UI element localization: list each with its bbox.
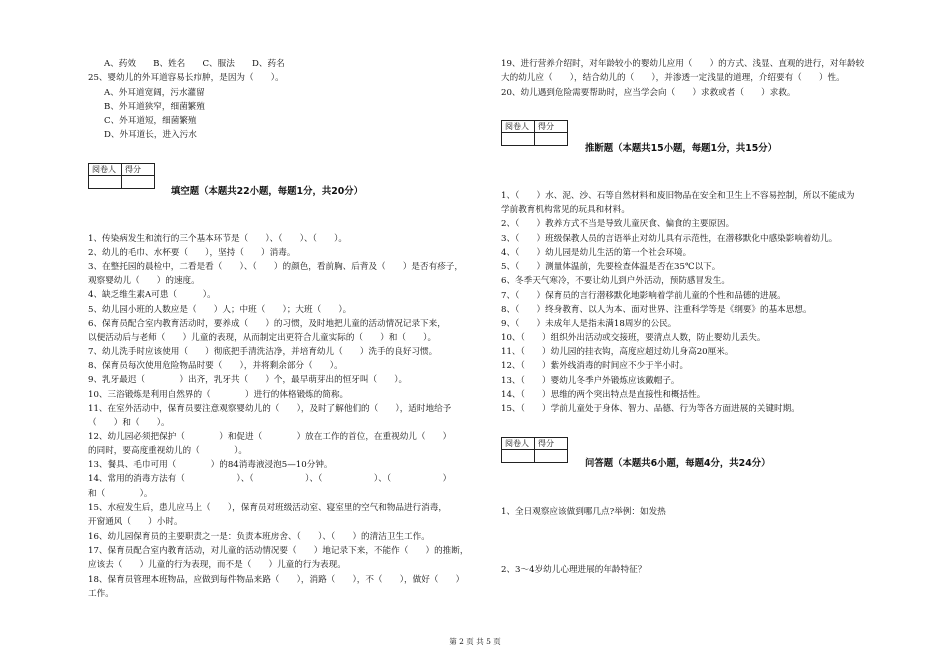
fill-line: 大的幼儿应（ ），结合幼儿的（ ），并渗透一定浅显的道理，介绍要有（ ）性。 xyxy=(501,73,845,83)
fill-line: 开窗通风（ ）小时。 xyxy=(88,517,183,527)
option-line: A、药效 B、姓名 C、服法 D、药名 xyxy=(104,59,285,69)
reviewer-cell xyxy=(502,133,535,146)
judge-line: 15、（ ）学前儿童处于身体、智力、品德、行为等各方面进展的关键时期。 xyxy=(501,404,800,414)
qa-question-2: 2、3～4岁幼儿心理进展的年龄特征？ xyxy=(501,565,647,575)
fill-line: 应该去（ ）儿童的行为表现，而不是（ ）儿童的行为表现。 xyxy=(88,560,346,570)
section-title-fill: 填空题（本题共22小题，每题1分，共20分） xyxy=(171,186,363,197)
fill-line: 的同时，要高度重视幼儿的（ ）。 xyxy=(88,446,247,456)
judge-line: 14、（ ）思维的两个突出特点是直接性和概括性。 xyxy=(501,390,706,400)
judge-line: 12、（ ）紫外线消毒的时间应不少于半小时。 xyxy=(501,361,689,371)
judge-line: 10、（ ）组织外出活动或交接班，要清点人数，防止婴幼儿丢失。 xyxy=(501,333,766,343)
fill-line: 10、三浴锻炼是利用自然界的（ ）进行的体格锻炼的简称。 xyxy=(88,390,349,400)
judge-line: 4、（ ）幼儿园是幼儿生活的第一个社会环境。 xyxy=(501,248,692,258)
fill-line: 2、幼儿的毛巾、水杯要（ ），坚持（ ）消毒。 xyxy=(88,248,296,258)
reviewer-cell xyxy=(502,450,535,463)
fill-line: 9、乳牙最迟（ ）出齐，乳牙共（ ）个，最早萌芽出的恒牙叫（ ）。 xyxy=(88,375,408,385)
question-25: 25、婴幼儿的外耳道容易长疖肿，是因为（ ）。 xyxy=(88,73,284,83)
fill-line: 19、进行营养介绍时，对年龄较小的婴幼儿应用（ ）的方式、浅显、直观的进行，对年龄较 xyxy=(501,59,865,69)
page-number-footer: 第 2 页 共 5 页 xyxy=(449,637,501,646)
fill-line: 17、保育员配合室内教育活动，对儿童的活动情况要（ ）地记录下来，不能作（ ）的推断， xyxy=(88,546,469,556)
fill-line: 观察婴幼儿（ ）的速度。 xyxy=(88,276,200,286)
score-box xyxy=(501,120,568,146)
reviewer-cell xyxy=(89,176,122,189)
score-label: 得分 xyxy=(122,164,155,176)
section-title-judge: 推断题（本题共15小题，每题1分，共15分） xyxy=(585,143,777,154)
fill-line: 20、幼儿遇到危险需要帮助时，应当学会向（ ）求救或者（ ）求救。 xyxy=(501,88,796,98)
judge-line: 2、（ ）教养方式不当是导致儿童厌食、偏食的主要原因。 xyxy=(501,219,735,229)
score-cell xyxy=(535,450,568,463)
judge-line: 5、（ ）测量体温前，先要检查体温是否在35℃以下。 xyxy=(501,262,721,272)
fill-line: 和（ ）。 xyxy=(88,489,153,499)
option-b: B、外耳道狭窄，细菌繁殖 xyxy=(104,102,205,112)
option-a: A、外耳道宽阔，污水灌留 xyxy=(104,88,205,98)
fill-line: 工作。 xyxy=(88,589,114,599)
qa-question-1: 1、全日观察应该做到哪几点?举例：如发热 xyxy=(501,507,666,517)
judge-line: 13、（ ）婴幼儿冬季户外锻炼应该戴帽子。 xyxy=(501,376,680,386)
option-c: C、外耳道短，细菌繁殖 xyxy=(104,116,197,126)
reviewer-label: 阅卷人 xyxy=(502,121,535,133)
option-d: D、外耳道长，进入污水 xyxy=(104,130,197,140)
reviewer-label: 阅卷人 xyxy=(89,164,122,176)
reviewer-label: 阅卷人 xyxy=(502,438,535,450)
score-cell xyxy=(122,176,155,189)
fill-line: 15、水痘发生后，患儿应马上（ ），保育员对班级活动室、寝室里的空气和物品进行消毒， xyxy=(88,503,447,513)
judge-line: 学前教育机构常见的玩具和材料。 xyxy=(501,205,630,215)
judge-line: 3、（ ）班级保教人员的言语举止对幼儿具有示范性，在潜移默化中感染影响着幼儿。 xyxy=(501,234,838,244)
judge-line: 1、（ ）水、泥、沙、石等自然材料和废旧物品在安全和卫生上不容易控制，所以不能成为 xyxy=(501,191,855,201)
score-cell xyxy=(535,133,568,146)
judge-line: 8、（ ）终身教育、以人为本、面对世界、注重科学等是《纲要》的基本思想。 xyxy=(501,305,812,315)
fill-line: 12、幼儿园必须把保护（ ）和促进（ ）放在工作的首位，在重视幼儿（ ） xyxy=(88,432,452,442)
judge-line: 6、冬季天气寒冷，不要让幼儿到户外活动，预防感冒发生。 xyxy=(501,276,730,286)
fill-line: 8、保育员每次使用危险物品时要（ ），并将剩余部分（ ）。 xyxy=(88,361,343,371)
fill-line: 13、餐具、毛巾可用（ ）的84消毒液浸泡5—10分钟。 xyxy=(88,460,333,470)
fill-line: 1、传染病发生和流行的三个基本环节是（ ）、（ ）、（ ）。 xyxy=(88,234,347,244)
fill-line: 7、幼儿洗手时应该使用（ ）彻底把手清洗洁净，并培育幼儿（ ）洗手的良好习惯。 xyxy=(88,347,438,357)
fill-line: 14、常用的消毒方法有（ ）、（ ）、（ ）、（ ） xyxy=(88,474,452,484)
score-box xyxy=(88,163,155,189)
judge-line: 11、（ ）幼儿园的挂衣钩，高度应超过幼儿身高20厘米。 xyxy=(501,347,734,357)
fill-line: 4、缺乏维生素A可患（ ）。 xyxy=(88,290,216,300)
fill-line: 6、保育员配合室内教育活动时，要养成（ ）的习惯，及时地把儿童的活动情况记录下来， xyxy=(88,319,446,329)
fill-line: 以便活动后与老师（ ）儿童的表现，从而制定出更符合儿童实际的（ ）和（ ）。 xyxy=(88,333,437,343)
score-label: 得分 xyxy=(535,121,568,133)
fill-line: 16、幼儿园保育员的主要职责之一是：负责本班房舍、（ ）、（ ）的清洁卫生工作。 xyxy=(88,532,430,542)
fill-line: 5、幼儿园小班的人数应是（ ）人；中班（ ）；大班（ ）。 xyxy=(88,305,352,315)
fill-line: 18、保育员管理本班物品，应做到每件物品来路（ ），消路（ ），不（ ），做好（ ） xyxy=(88,575,465,585)
judge-line: 9、（ ）未成年人是指未满18周岁的公民。 xyxy=(501,319,677,329)
score-box xyxy=(501,437,568,463)
score-label: 得分 xyxy=(535,438,568,450)
fill-line: 11、在室外活动中，保育员要注意观察婴幼儿的（ ），及时了解他们的（ ），适时地给予 xyxy=(88,404,452,414)
judge-line: 7、（ ）保育员的言行潜移默化地影响着学前儿童的个性和品德的进展。 xyxy=(501,291,786,301)
section-title-qa: 问答题（本题共6小题，每题4分，共24分） xyxy=(585,458,771,469)
fill-line: （ ）和（ ）。 xyxy=(88,418,170,428)
fill-line: 3、在整托园的晨检中，二看是看（ ）、（ ）的颜色，看前胸、后背及（ ）是否有疹子， xyxy=(88,262,463,272)
